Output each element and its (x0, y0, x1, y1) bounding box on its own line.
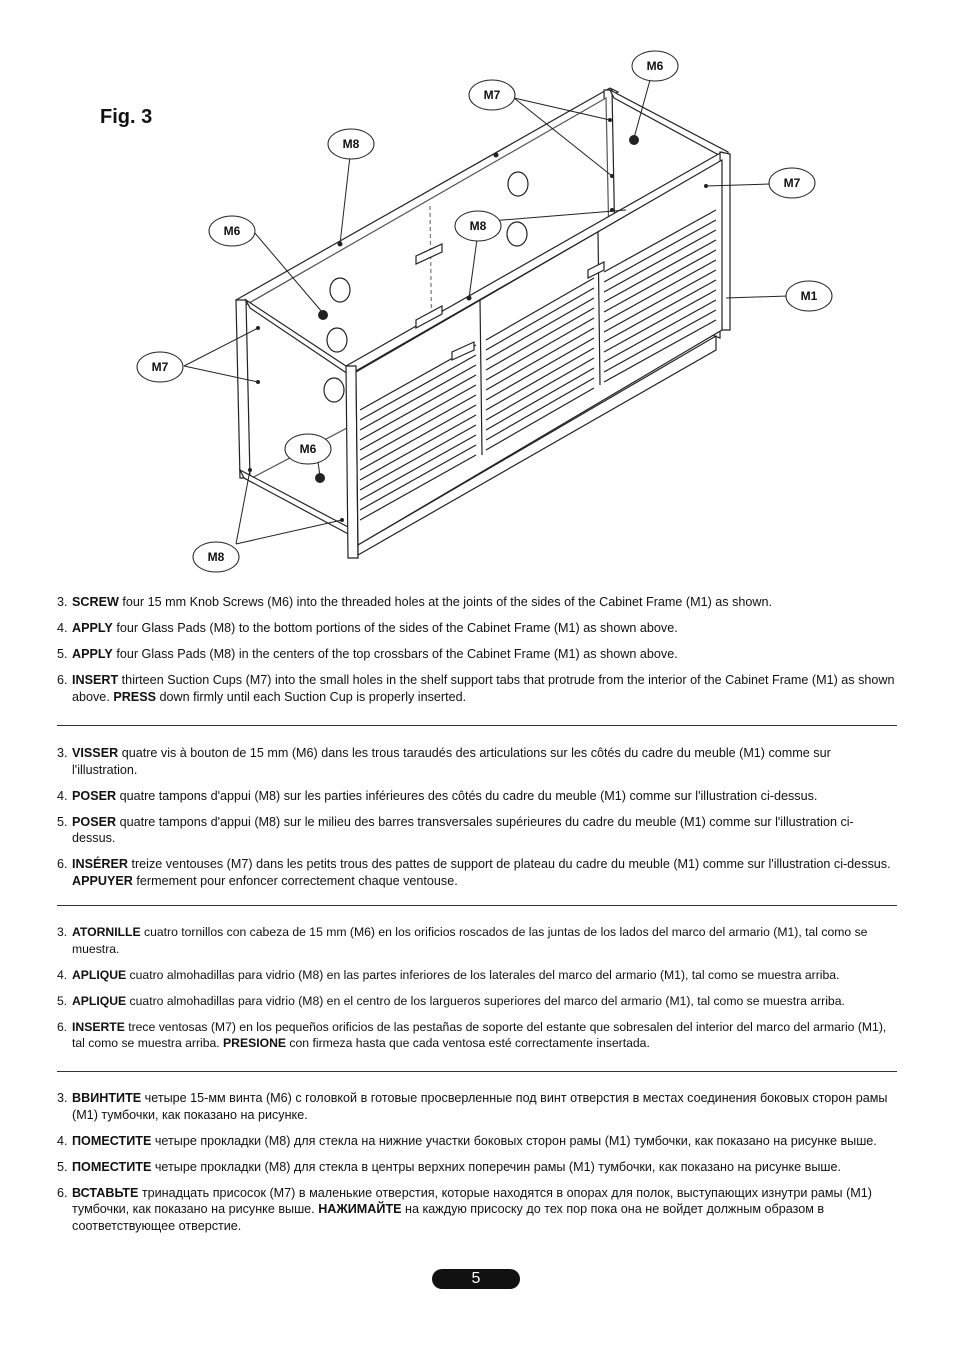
instructions-russian (57, 1090, 897, 1244)
page-number: 5 (432, 1269, 520, 1289)
section-divider (57, 1071, 897, 1072)
callout-label: M7 (783, 176, 801, 190)
step-item: 3. ATORNILLE cuatro tornillos con cabeza de 15 mm (M6) en los orificios roscados de las juntas de los lados del marco del armario (M1), tal como se muestra. (57, 925, 868, 956)
callout-label: M1 (800, 289, 818, 303)
callout-label: M7 (483, 88, 501, 102)
figure-title: Fig. 3 (100, 106, 153, 128)
step-item: 3. SCREW four 15 mm Knob Screws (M6) into the threaded holes at the joints of the sides of the Cabinet Frame (M1) as shown. (57, 595, 772, 609)
step-item: 5. APLIQUE cuatro almohadillas para vidrio (M8) en el centro de los largueros superiores del marco del armario (M1), tal como se muestra arriba. (57, 993, 845, 1008)
step-item: 6. INSÉRER treize ventouses (M7) dans les petits trous des pattes de support de plateau du cadre du meuble (M1) comme sur l'illustration ci-dessus. APPUYER fermement pour enfoncer correctement chaque ventouse. (57, 857, 891, 888)
instructions-french (57, 745, 897, 899)
step-item: 3. VISSER quatre vis à bouton de 15 mm (M6) dans les trous taraudés des articulations sur les côtés du cadre du meuble (M1) comme sur l'illustration. (57, 746, 831, 777)
callout-label: M7 (151, 360, 169, 374)
step-item: 6. INSERTE trece ventosas (M7) en los pequeños orificios de las pestañas de soporte del estante que sobresalen del interior del marco del armario (M1), tal como se muestra arriba. PRESIONE con firmeza hasta que cada ventosa esté correctamente insertada. (57, 1019, 887, 1051)
section-divider (57, 905, 897, 906)
step-item: 4. ПОМЕСТИТЕ четыре прокладки (M8) для стекла на нижние участки боковых сторон рамы (M1) тумбочки, как показано на рисунке выше. (57, 1133, 877, 1148)
step-item: 6. ВСТАВЬТЕ тринадцать присосок (M7) в маленькие отверстия, которые находятся в опорах для полок, выступающих изнутри рамы (M1) тумбочки, как показано на рисунке выше. НАЖИМАЙТЕ на каждую присоску до тех пор пока она не войдет должным образом в соответствующее отверстие. (57, 1185, 872, 1233)
callout-label: M6 (299, 442, 317, 456)
step-item: 4. APPLY four Glass Pads (M8) to the bottom portions of the sides of the Cabinet Frame (M1) as shown above. (57, 621, 678, 636)
step-item: 5. ПОМЕСТИТЕ четыре прокладки (M8) для стекла в центры верхних поперечин рамы (M1) тумбочки, как показано на рисунке выше. (57, 1159, 841, 1174)
step-item: 3. ВВИНТИТЕ четыре 15-мм винта (M6) с головкой в готовые просверленные под винт отверстия в местах соединения боковых сторон рамы (M1) тумбочки, как показано на рисунке. (57, 1091, 888, 1122)
instructions-english (57, 594, 897, 715)
step-item: 6. INSERT thirteen Suction Cups (M7) into the small holes in the shelf support tabs that protrude from the interior of the Cabinet Frame (M1) as shown above. PRESS down firmly until each Suction Cup is properly inserted. (57, 673, 895, 704)
callout-label: M6 (223, 224, 241, 238)
cabinet-frame-illustration (0, 0, 954, 590)
callout-label: M6 (646, 59, 664, 73)
section-divider (57, 725, 897, 726)
step-item: 5. POSER quatre tampons d'appui (M8) sur le milieu des barres transversales supérieures du cadre du meuble (M1) comme sur l'illustration ci-dessus. (57, 814, 854, 846)
step-item: 4. APLIQUE cuatro almohadillas para vidrio (M8) en las partes inferiores de los laterales del marco del armario (M1), tal como se muestra arriba. (57, 967, 840, 982)
callout-label: M8 (342, 137, 360, 151)
callout-label: M8 (469, 219, 487, 233)
callout-label: M8 (207, 550, 225, 564)
step-item: 4. POSER quatre tampons d'appui (M8) sur les parties inférieures des côtés du cadre du meuble (M1) comme sur l'illustration ci-dessus. (57, 788, 818, 803)
instructions-spanish (57, 924, 897, 1061)
step-item: 5. APPLY four Glass Pads (M8) in the centers of the top crossbars of the Cabinet Frame (M1) as shown above. (57, 647, 678, 662)
